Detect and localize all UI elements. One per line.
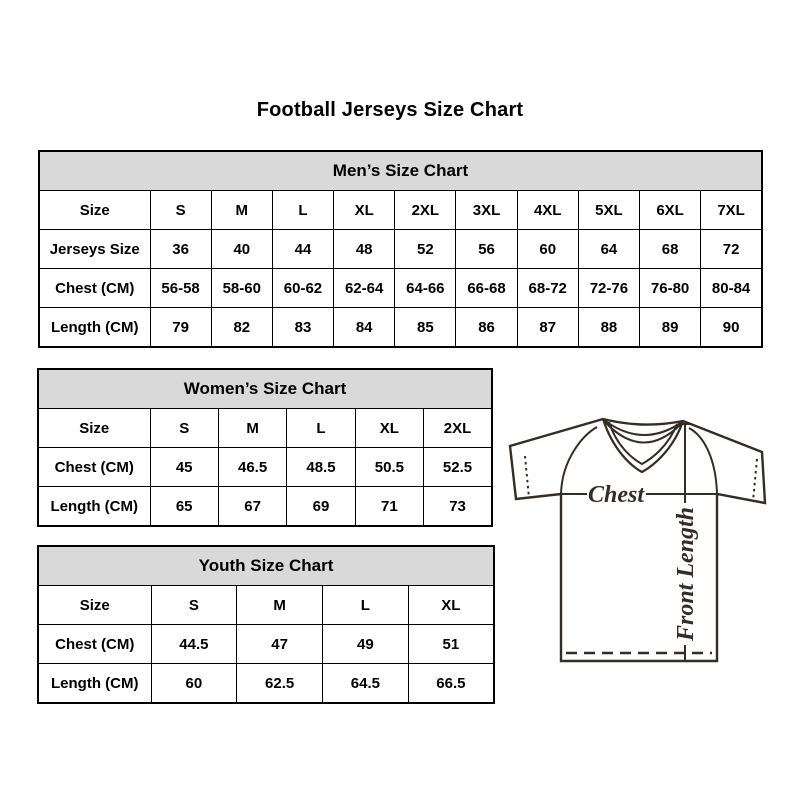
table-row [38, 664, 494, 704]
table-cell: 89 [640, 308, 701, 348]
youth-size-table [37, 545, 495, 704]
table-cell: 7XL [701, 191, 762, 230]
table-cell: 88 [578, 308, 639, 348]
table-cell: 40 [211, 230, 272, 269]
table-cell: 87 [517, 308, 578, 348]
table-cell: 44 [272, 230, 333, 269]
table-cell: 48.5 [287, 448, 355, 487]
table-cell: 2XL [424, 409, 492, 448]
jersey-measurement-diagram [505, 415, 777, 667]
row-label: Size [38, 409, 150, 448]
table-cell: 58-60 [211, 269, 272, 308]
row-label: Size [38, 586, 151, 625]
table-row [39, 230, 762, 269]
table-cell: 85 [395, 308, 456, 348]
row-label: Chest (CM) [39, 269, 150, 308]
table-cell: 83 [272, 308, 333, 348]
table-row [39, 308, 762, 348]
table-cell: S [150, 191, 211, 230]
page-title: Football Jerseys Size Chart [256, 99, 524, 121]
table-cell: 62.5 [237, 664, 323, 704]
table-cell: 66.5 [408, 664, 494, 704]
table-cell: 50.5 [355, 448, 423, 487]
table-cell: 64 [578, 230, 639, 269]
table-cell: 60-62 [272, 269, 333, 308]
table-cell: 73 [424, 487, 492, 527]
row-label: Length (CM) [38, 664, 151, 704]
table-cell: 71 [355, 487, 423, 527]
table-cell: 60 [517, 230, 578, 269]
table-header-row [38, 546, 494, 586]
table-cell: M [211, 191, 272, 230]
row-label: Jerseys Size [39, 230, 150, 269]
table-cell: 80-84 [701, 269, 762, 308]
table-cell: 65 [150, 487, 218, 527]
table-cell: S [150, 409, 218, 448]
left-cuff-stitch [525, 456, 529, 498]
table-cell: L [323, 586, 409, 625]
table-cell: L [272, 191, 333, 230]
table-cell: 82 [211, 308, 272, 348]
table-cell: 66-68 [456, 269, 517, 308]
table-cell: 56-58 [150, 269, 211, 308]
table-cell: 76-80 [640, 269, 701, 308]
table-cell: 49 [323, 625, 409, 664]
table-row [38, 487, 492, 527]
table-cell: 45 [150, 448, 218, 487]
table-cell: 64.5 [323, 664, 409, 704]
row-label: Length (CM) [39, 308, 150, 348]
table-cell: XL [334, 191, 395, 230]
table-cell: 46.5 [218, 448, 286, 487]
table-cell: 56 [456, 230, 517, 269]
table-cell: 2XL [395, 191, 456, 230]
right-cuff-stitch [753, 459, 757, 501]
table-cell: 69 [287, 487, 355, 527]
table-row [38, 409, 492, 448]
row-label: Length (CM) [38, 487, 150, 527]
row-label: Size [39, 191, 150, 230]
table-cell: XL [408, 586, 494, 625]
table-row [38, 586, 494, 625]
table-cell: 62-64 [334, 269, 395, 308]
table-cell: 44.5 [151, 625, 237, 664]
table-row [38, 448, 492, 487]
womens-size-table [37, 368, 493, 527]
table-cell: XL [355, 409, 423, 448]
table-cell: 90 [701, 308, 762, 348]
table-cell: 79 [150, 308, 211, 348]
table-cell: 68-72 [517, 269, 578, 308]
table-cell: M [218, 409, 286, 448]
table-row [38, 625, 494, 664]
row-label: Chest (CM) [38, 448, 150, 487]
table-cell: 5XL [578, 191, 639, 230]
table-cell: L [287, 409, 355, 448]
jersey-outline-icon [510, 419, 765, 661]
table-cell: 68 [640, 230, 701, 269]
table-cell: S [151, 586, 237, 625]
mens-table-header: Men’s Size Chart [39, 151, 762, 191]
table-cell: 36 [150, 230, 211, 269]
table-cell: 64-66 [395, 269, 456, 308]
mens-size-table [38, 150, 763, 348]
youth-table-header: Youth Size Chart [38, 546, 494, 586]
table-cell: 6XL [640, 191, 701, 230]
row-label: Chest (CM) [38, 625, 151, 664]
table-cell: 47 [237, 625, 323, 664]
table-cell: 72-76 [578, 269, 639, 308]
table-cell: 86 [456, 308, 517, 348]
table-cell: 48 [334, 230, 395, 269]
table-cell: 84 [334, 308, 395, 348]
table-cell: 4XL [517, 191, 578, 230]
table-header-row [39, 151, 762, 191]
table-cell: 3XL [456, 191, 517, 230]
womens-table-header: Women’s Size Chart [38, 369, 492, 409]
table-header-row [38, 369, 492, 409]
table-cell: 67 [218, 487, 286, 527]
right-armhole-seam [689, 428, 717, 494]
table-cell: 52 [395, 230, 456, 269]
front-length-label: Front Length [673, 506, 699, 642]
table-cell: 60 [151, 664, 237, 704]
table-cell: 52.5 [424, 448, 492, 487]
table-cell: 72 [701, 230, 762, 269]
table-cell: M [237, 586, 323, 625]
table-cell: 51 [408, 625, 494, 664]
table-row [39, 191, 762, 230]
chest-label: Chest [587, 482, 645, 508]
table-row [39, 269, 762, 308]
